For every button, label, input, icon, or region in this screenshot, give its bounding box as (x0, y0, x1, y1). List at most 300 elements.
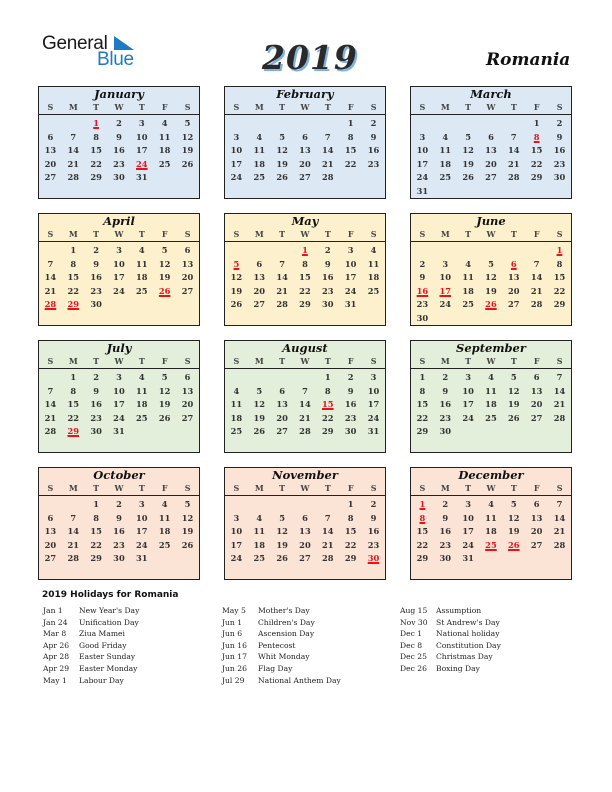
weekday-header (411, 228, 571, 242)
weekday-label: T (138, 356, 145, 366)
day-cell: 20 (485, 158, 497, 169)
day-cell: 24 (230, 553, 243, 564)
day-cell: 24 (136, 539, 148, 550)
month-name: February (276, 87, 334, 101)
empty-cell (271, 498, 294, 512)
day-cell: 19 (508, 399, 520, 410)
day-cell: 19 (508, 526, 520, 537)
day-cell: 6 (47, 512, 54, 523)
holiday-name: Assumption (436, 606, 482, 615)
holiday-day-cell: 1 (93, 118, 99, 128)
empty-cell (480, 244, 503, 258)
month-november (224, 467, 386, 580)
day-cell: 10 (136, 512, 148, 523)
day-cell: 11 (367, 258, 380, 269)
holiday-day-cell: 8 (419, 512, 426, 523)
day-cell: 23 (439, 412, 452, 423)
weekday-label: M (68, 229, 78, 239)
month-name: November (272, 468, 338, 482)
holiday-day-cell: 5 (233, 258, 240, 269)
day-cell: 17 (136, 145, 148, 156)
empty-cell (39, 117, 62, 131)
day-grid (225, 496, 385, 566)
empty-cell (294, 371, 317, 385)
day-cell: 13 (253, 272, 266, 283)
day-cell: 19 (253, 412, 266, 423)
day-cell: 11 (230, 399, 243, 410)
day-cell: 26 (508, 412, 520, 423)
day-cell: 8 (70, 385, 77, 396)
holiday-entry (222, 617, 341, 629)
holiday-name: Mother's Day (258, 606, 310, 615)
holiday-date: Jan 24 (43, 617, 68, 627)
holidays-column (222, 605, 341, 686)
holiday-date: Jun 26 (222, 663, 247, 673)
day-cell: 15 (530, 145, 543, 156)
weekday-label: S (370, 483, 377, 493)
day-cell: 12 (253, 399, 266, 410)
holiday-day-cell: 8 (533, 131, 540, 142)
day-cell: 18 (439, 158, 452, 169)
day-cell: 30 (344, 426, 357, 437)
day-cell: 29 (553, 299, 566, 310)
day-cell: 23 (553, 158, 566, 169)
day-cell: 9 (370, 512, 377, 523)
day-cell: 19 (158, 272, 171, 283)
day-cell: 13 (508, 272, 520, 283)
day-cell: 9 (93, 385, 99, 396)
day-cell: 16 (367, 526, 380, 537)
weekday-label: M (440, 102, 450, 112)
day-cell: 15 (299, 272, 311, 283)
weekday-label: F (161, 356, 168, 366)
day-cell: 15 (67, 272, 80, 283)
day-cell: 9 (442, 512, 449, 523)
day-cell: 10 (462, 385, 474, 396)
day-cell: 10 (230, 145, 243, 156)
day-cell: 7 (70, 131, 77, 142)
holiday-entry (43, 675, 139, 687)
weekday-label: T (510, 356, 517, 366)
day-cell: 14 (44, 399, 57, 410)
day-cell: 10 (113, 385, 125, 396)
weekday-label: T (510, 229, 517, 239)
day-cell: 14 (299, 399, 311, 410)
holiday-day-cell: 1 (419, 499, 426, 509)
day-cell: 21 (44, 412, 57, 423)
month-name: May (291, 214, 319, 228)
day-grid (225, 369, 385, 439)
day-cell: 4 (488, 499, 494, 509)
weekday-label: W (486, 483, 496, 493)
day-cell: 9 (556, 131, 563, 142)
day-cell: 24 (439, 299, 452, 310)
weekday-label: S (47, 229, 54, 239)
day-cell: 9 (116, 131, 122, 142)
day-cell: 4 (465, 258, 471, 269)
day-cell: 7 (279, 258, 285, 269)
holidays-column (400, 605, 501, 675)
day-cell: 10 (367, 385, 380, 396)
day-cell: 22 (322, 412, 334, 423)
weekday-label: S (233, 356, 240, 366)
holiday-day-cell: 17 (439, 285, 452, 296)
day-cell: 9 (370, 131, 377, 142)
day-cell: 12 (158, 385, 171, 396)
day-cell: 2 (324, 245, 331, 255)
day-cell: 13 (44, 145, 57, 156)
weekday-label: T (279, 356, 286, 366)
weekday-label: M (440, 356, 450, 366)
day-cell: 29 (90, 553, 102, 564)
logo-triangle-icon (114, 36, 134, 50)
year-title: 2019 (262, 38, 358, 77)
day-cell: 11 (253, 145, 266, 156)
day-cell: 10 (462, 512, 474, 523)
day-cell: 14 (530, 272, 543, 283)
day-cell: 17 (462, 399, 474, 410)
day-cell: 21 (67, 158, 80, 169)
day-cell: 13 (299, 526, 311, 537)
day-cell: 5 (510, 372, 517, 382)
holiday-entry (400, 663, 501, 675)
day-cell: 16 (90, 272, 102, 283)
day-cell: 8 (93, 131, 99, 142)
day-cell: 4 (256, 131, 263, 142)
weekday-label: S (47, 356, 54, 366)
month-august (224, 340, 386, 453)
day-cell: 15 (344, 526, 357, 537)
day-cell: 14 (44, 272, 57, 283)
weekday-label: F (161, 483, 168, 493)
holiday-day-cell: 16 (416, 285, 429, 296)
day-cell: 20 (276, 412, 288, 423)
day-cell: 6 (256, 258, 263, 269)
day-cell: 1 (419, 372, 426, 382)
day-cell: 1 (93, 499, 99, 509)
holidays-column (43, 605, 139, 686)
day-cell: 5 (279, 131, 285, 142)
day-cell: 22 (530, 158, 543, 169)
day-cell: 16 (439, 526, 452, 537)
empty-cell (39, 498, 62, 512)
day-cell: 12 (462, 145, 474, 156)
day-cell: 9 (93, 258, 99, 269)
month-may (224, 213, 386, 326)
day-cell: 22 (67, 285, 80, 296)
day-cell: 14 (553, 512, 566, 523)
day-cell: 25 (230, 426, 243, 437)
weekday-label: S (419, 102, 426, 112)
empty-cell (457, 244, 480, 258)
weekday-label: M (254, 102, 264, 112)
holiday-entry (400, 640, 501, 652)
day-cell: 8 (70, 258, 77, 269)
day-cell: 20 (530, 399, 543, 410)
holiday-name: Good Friday (79, 640, 127, 650)
day-cell: 6 (302, 131, 308, 142)
day-cell: 9 (116, 512, 122, 523)
weekday-label: T (465, 356, 472, 366)
weekday-label: F (533, 483, 540, 493)
holiday-date: Dec 1 (400, 629, 423, 639)
weekday-label: W (486, 229, 496, 239)
day-cell: 2 (556, 118, 563, 128)
day-cell: 24 (462, 539, 474, 550)
day-cell: 21 (530, 285, 543, 296)
day-cell: 28 (299, 426, 311, 437)
holiday-name: National holiday (436, 629, 500, 639)
day-grid (225, 242, 385, 312)
day-grid (411, 242, 571, 326)
weekday-label: W (300, 356, 310, 366)
day-cell: 24 (416, 172, 429, 183)
day-cell: 5 (279, 512, 285, 523)
weekday-label: S (233, 102, 240, 112)
day-cell: 25 (136, 412, 148, 423)
day-cell: 2 (419, 258, 426, 269)
day-cell: 19 (181, 145, 194, 156)
day-cell: 31 (136, 553, 148, 564)
day-cell: 2 (347, 372, 354, 382)
empty-cell (225, 371, 248, 385)
day-cell: 13 (276, 399, 288, 410)
weekday-header (411, 355, 571, 369)
day-cell: 7 (302, 385, 308, 396)
day-cell: 4 (442, 131, 449, 142)
day-cell: 20 (508, 285, 520, 296)
day-cell: 2 (370, 118, 377, 128)
weekday-label: S (370, 102, 377, 112)
weekday-header (225, 101, 385, 115)
day-cell: 10 (136, 131, 148, 142)
day-cell: 20 (299, 158, 311, 169)
day-cell: 12 (276, 145, 288, 156)
day-cell: 16 (439, 399, 452, 410)
day-cell: 4 (161, 118, 168, 128)
day-cell: 28 (44, 426, 57, 437)
day-cell: 30 (439, 426, 452, 437)
day-cell: 18 (230, 412, 243, 423)
weekday-label: T (93, 102, 100, 112)
day-cell: 7 (556, 499, 563, 509)
day-cell: 11 (158, 512, 171, 523)
day-cell: 15 (90, 145, 102, 156)
day-cell: 21 (276, 285, 288, 296)
day-cell: 9 (324, 258, 331, 269)
day-cell: 15 (416, 526, 429, 537)
weekday-label: T (279, 102, 286, 112)
day-cell: 17 (462, 526, 474, 537)
holiday-entry (43, 663, 139, 675)
empty-cell (225, 244, 248, 258)
day-cell: 15 (90, 526, 102, 537)
holiday-name: Flag Day (258, 663, 293, 673)
weekday-label: T (465, 102, 472, 112)
weekday-label: S (419, 483, 426, 493)
weekday-label: T (324, 356, 331, 366)
day-cell: 7 (47, 385, 54, 396)
day-cell: 16 (90, 399, 102, 410)
day-cell: 20 (44, 158, 57, 169)
day-cell: 3 (138, 118, 145, 128)
day-cell: 28 (322, 553, 334, 564)
holiday-date: Jun 6 (222, 629, 243, 639)
day-cell: 17 (113, 272, 125, 283)
weekday-label: W (486, 356, 496, 366)
day-cell: 11 (485, 512, 497, 523)
day-cell: 1 (70, 245, 77, 255)
day-cell: 2 (93, 372, 99, 382)
weekday-label: S (233, 229, 240, 239)
holiday-name: Labour Day (79, 675, 124, 685)
holiday-day-cell: 29 (67, 426, 80, 437)
day-cell: 7 (510, 131, 517, 142)
weekday-label: F (347, 483, 354, 493)
day-cell: 12 (181, 131, 194, 142)
day-cell: 15 (416, 399, 429, 410)
day-cell: 3 (465, 499, 471, 509)
day-cell: 14 (67, 526, 80, 537)
holiday-name: Unification Day (79, 617, 139, 627)
day-cell: 19 (230, 285, 243, 296)
weekday-label: T (324, 229, 331, 239)
holiday-entry (43, 628, 139, 640)
holiday-date: Jul 29 (222, 675, 245, 685)
day-cell: 16 (113, 145, 125, 156)
empty-cell (434, 117, 457, 131)
day-cell: 2 (116, 499, 122, 509)
holiday-day-cell: 25 (485, 539, 497, 550)
day-cell: 29 (90, 172, 102, 183)
day-cell: 3 (465, 372, 471, 382)
weekday-label: S (47, 483, 54, 493)
weekday-label: S (419, 356, 426, 366)
day-cell: 10 (344, 258, 357, 269)
empty-cell (271, 244, 294, 258)
day-cell: 3 (442, 258, 449, 269)
weekday-label: T (93, 229, 100, 239)
day-cell: 25 (485, 412, 497, 423)
day-cell: 26 (276, 553, 288, 564)
day-cell: 13 (181, 258, 194, 269)
month-name: July (106, 341, 132, 355)
empty-cell (39, 244, 62, 258)
weekday-label: S (556, 102, 563, 112)
day-cell: 4 (138, 245, 145, 255)
day-cell: 5 (488, 258, 494, 269)
day-cell: 27 (530, 539, 543, 550)
holiday-name: Ascension Day (258, 629, 315, 639)
day-cell: 17 (367, 399, 380, 410)
month-name: September (456, 341, 526, 355)
day-cell: 31 (367, 426, 380, 437)
day-grid (411, 496, 571, 566)
month-october (38, 467, 200, 580)
day-cell: 30 (439, 553, 452, 564)
weekday-header (225, 355, 385, 369)
holiday-name: Constitution Day (436, 640, 501, 650)
day-cell: 10 (230, 526, 243, 537)
day-cell: 5 (184, 118, 191, 128)
holiday-entry (43, 640, 139, 652)
empty-cell (480, 117, 503, 131)
empty-cell (525, 244, 548, 258)
day-cell: 5 (510, 499, 517, 509)
day-cell: 2 (370, 499, 377, 509)
day-cell: 13 (299, 145, 311, 156)
day-cell: 10 (113, 258, 125, 269)
day-cell: 30 (113, 553, 125, 564)
weekday-label: T (465, 483, 472, 493)
weekday-label: T (279, 229, 286, 239)
day-cell: 27 (276, 426, 288, 437)
weekday-label: S (184, 483, 191, 493)
holiday-name: Easter Sunday (79, 652, 136, 662)
empty-cell (248, 371, 271, 385)
holiday-date: Jan 1 (43, 606, 63, 615)
weekday-header (225, 482, 385, 496)
day-cell: 28 (508, 172, 520, 183)
day-cell: 27 (530, 412, 543, 423)
holiday-name: Pentecost (258, 640, 296, 650)
day-cell: 10 (416, 145, 429, 156)
day-cell: 3 (116, 245, 122, 255)
month-name: January (94, 87, 144, 101)
day-cell: 21 (553, 399, 566, 410)
holiday-entry (222, 675, 341, 687)
empty-cell (294, 498, 317, 512)
holiday-name: Children's Day (258, 617, 315, 627)
day-cell: 30 (113, 172, 125, 183)
day-cell: 24 (344, 285, 357, 296)
empty-cell (62, 498, 85, 512)
weekday-label: F (347, 356, 354, 366)
day-cell: 25 (158, 158, 171, 169)
day-grid (39, 115, 199, 185)
day-cell: 29 (416, 553, 429, 564)
day-cell: 1 (324, 372, 331, 382)
weekday-label: W (486, 102, 496, 112)
weekday-label: S (47, 102, 54, 112)
weekday-label: M (68, 356, 78, 366)
holiday-date: Dec 26 (400, 663, 427, 673)
day-cell: 28 (553, 412, 566, 423)
day-cell: 18 (158, 145, 171, 156)
weekday-label: F (161, 102, 168, 112)
day-cell: 29 (344, 553, 357, 564)
day-cell: 7 (47, 258, 54, 269)
day-cell: 18 (136, 399, 148, 410)
weekday-label: W (114, 356, 124, 366)
day-cell: 12 (276, 526, 288, 537)
weekday-label: T (138, 483, 145, 493)
country-title: Romania (486, 50, 571, 70)
month-july (38, 340, 200, 453)
day-cell: 2 (442, 499, 449, 509)
weekday-header (39, 228, 199, 242)
weekday-label: S (233, 483, 240, 493)
day-cell: 23 (322, 285, 334, 296)
weekday-header (411, 101, 571, 115)
holiday-date: May 1 (43, 675, 67, 685)
day-cell: 8 (556, 258, 563, 269)
day-cell: 8 (93, 512, 99, 523)
day-grid (411, 115, 571, 199)
day-cell: 9 (442, 385, 449, 396)
holiday-name: New Year's Day (79, 606, 140, 615)
day-cell: 8 (347, 512, 354, 523)
